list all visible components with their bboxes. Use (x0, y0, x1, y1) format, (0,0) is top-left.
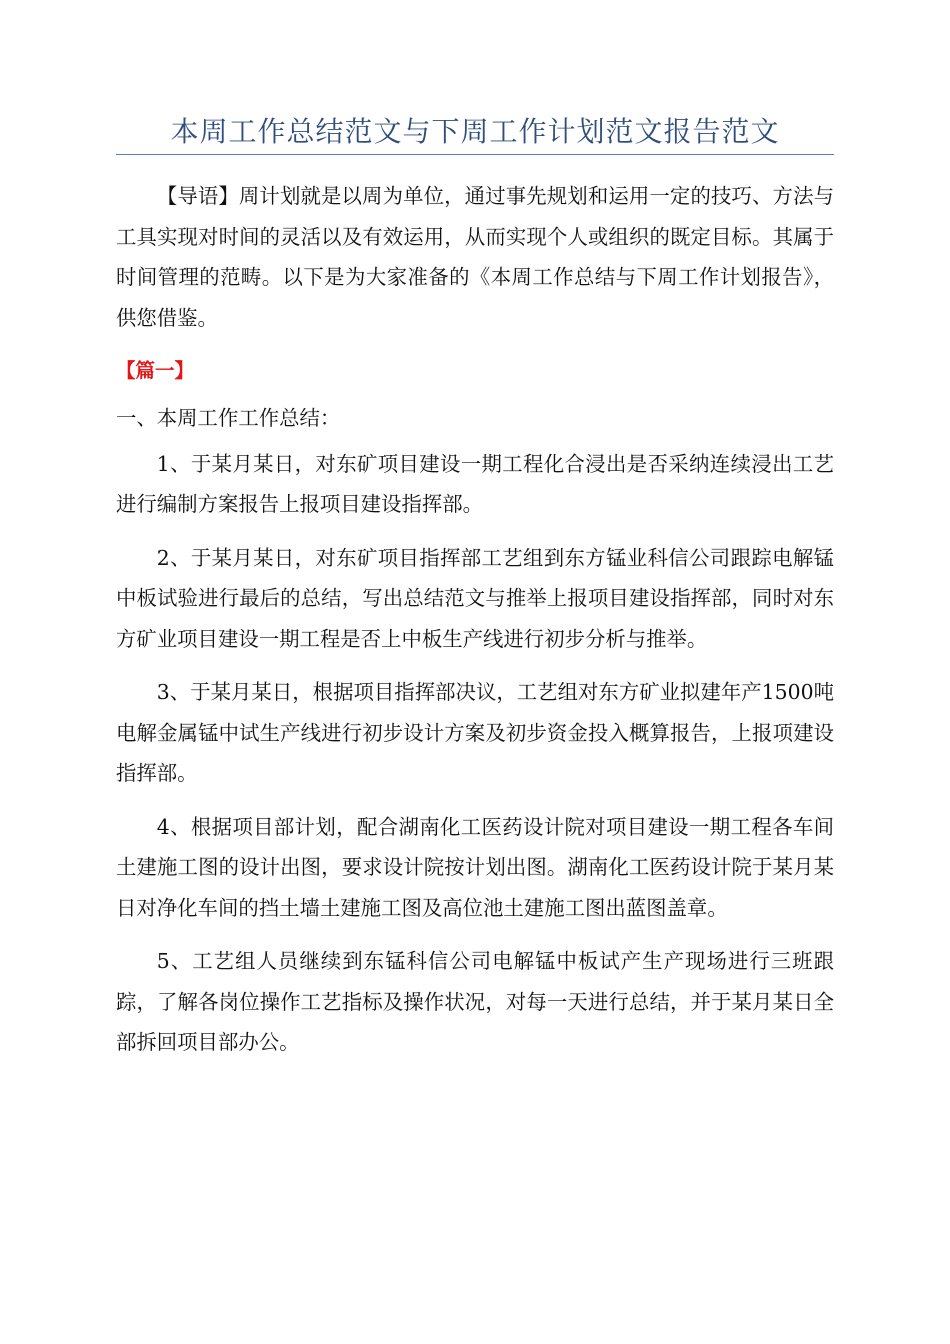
summary-item-4: 4、根据项目部计划，配合湖南化工医药设计院对项目建设一期工程各车间土建施工图的设计出图，要求设计院按计划出图。湖南化工医药设计院于某月某日对净化车间的挡土墙土建施工图及高位池土建施工图出蓝图盖章。 (116, 814, 834, 920)
summary-item-1: 1、于某月某日，对东矿项目建设一期工程化合浸出是否采纳连续浸出工艺进行编制方案报告上报项目建设指挥部。 (116, 451, 834, 516)
summary-item-5: 5、工艺组人员继续到东锰科信公司电解锰中板试产生产现场进行三班跟踪，了解各岗位操作工艺指标及操作状况，对每一天进行总结，并于某月某日全部拆回项目部办公。 (116, 949, 834, 1054)
title-underline (116, 154, 834, 155)
document-title: 本周工作总结范文与下周工作计划范文报告范文 (170, 115, 780, 148)
summary-item-3: 3、于某月某日，根据项目指挥部决议，工艺组对东方矿业拟建年产1500吨电解金属锰中试生产线进行初步设计方案及初步资金投入概算报告，上报项建设指挥部。 (116, 680, 834, 785)
section-subheading: 一、本周工作工作总结： (116, 406, 341, 430)
document-body (116, 176, 834, 1076)
summary-item-2: 2、于某月某日，对东矿项目指挥部工艺组到东方锰业科信公司跟踪电解锰中板试验进行最后的总结，写出总结范文与推举上报项目建设指挥部，同时对东方矿业项目建设一期工程是否上中板生产线进行初步分析与推举。 (116, 545, 834, 651)
section-label: 【篇一】 (116, 359, 195, 382)
intro-paragraph: 【导语】周计划就是以周为单位，通过事先规划和运用一定的技巧、方法与工具实现对时间的灵活以及有效运用，从而实现个人或组织的既定目标。其属于时间管理的范畴。以下是为大家准备的《本周工作总结与下周工作计划报告》，供您借鉴。 (116, 184, 834, 330)
